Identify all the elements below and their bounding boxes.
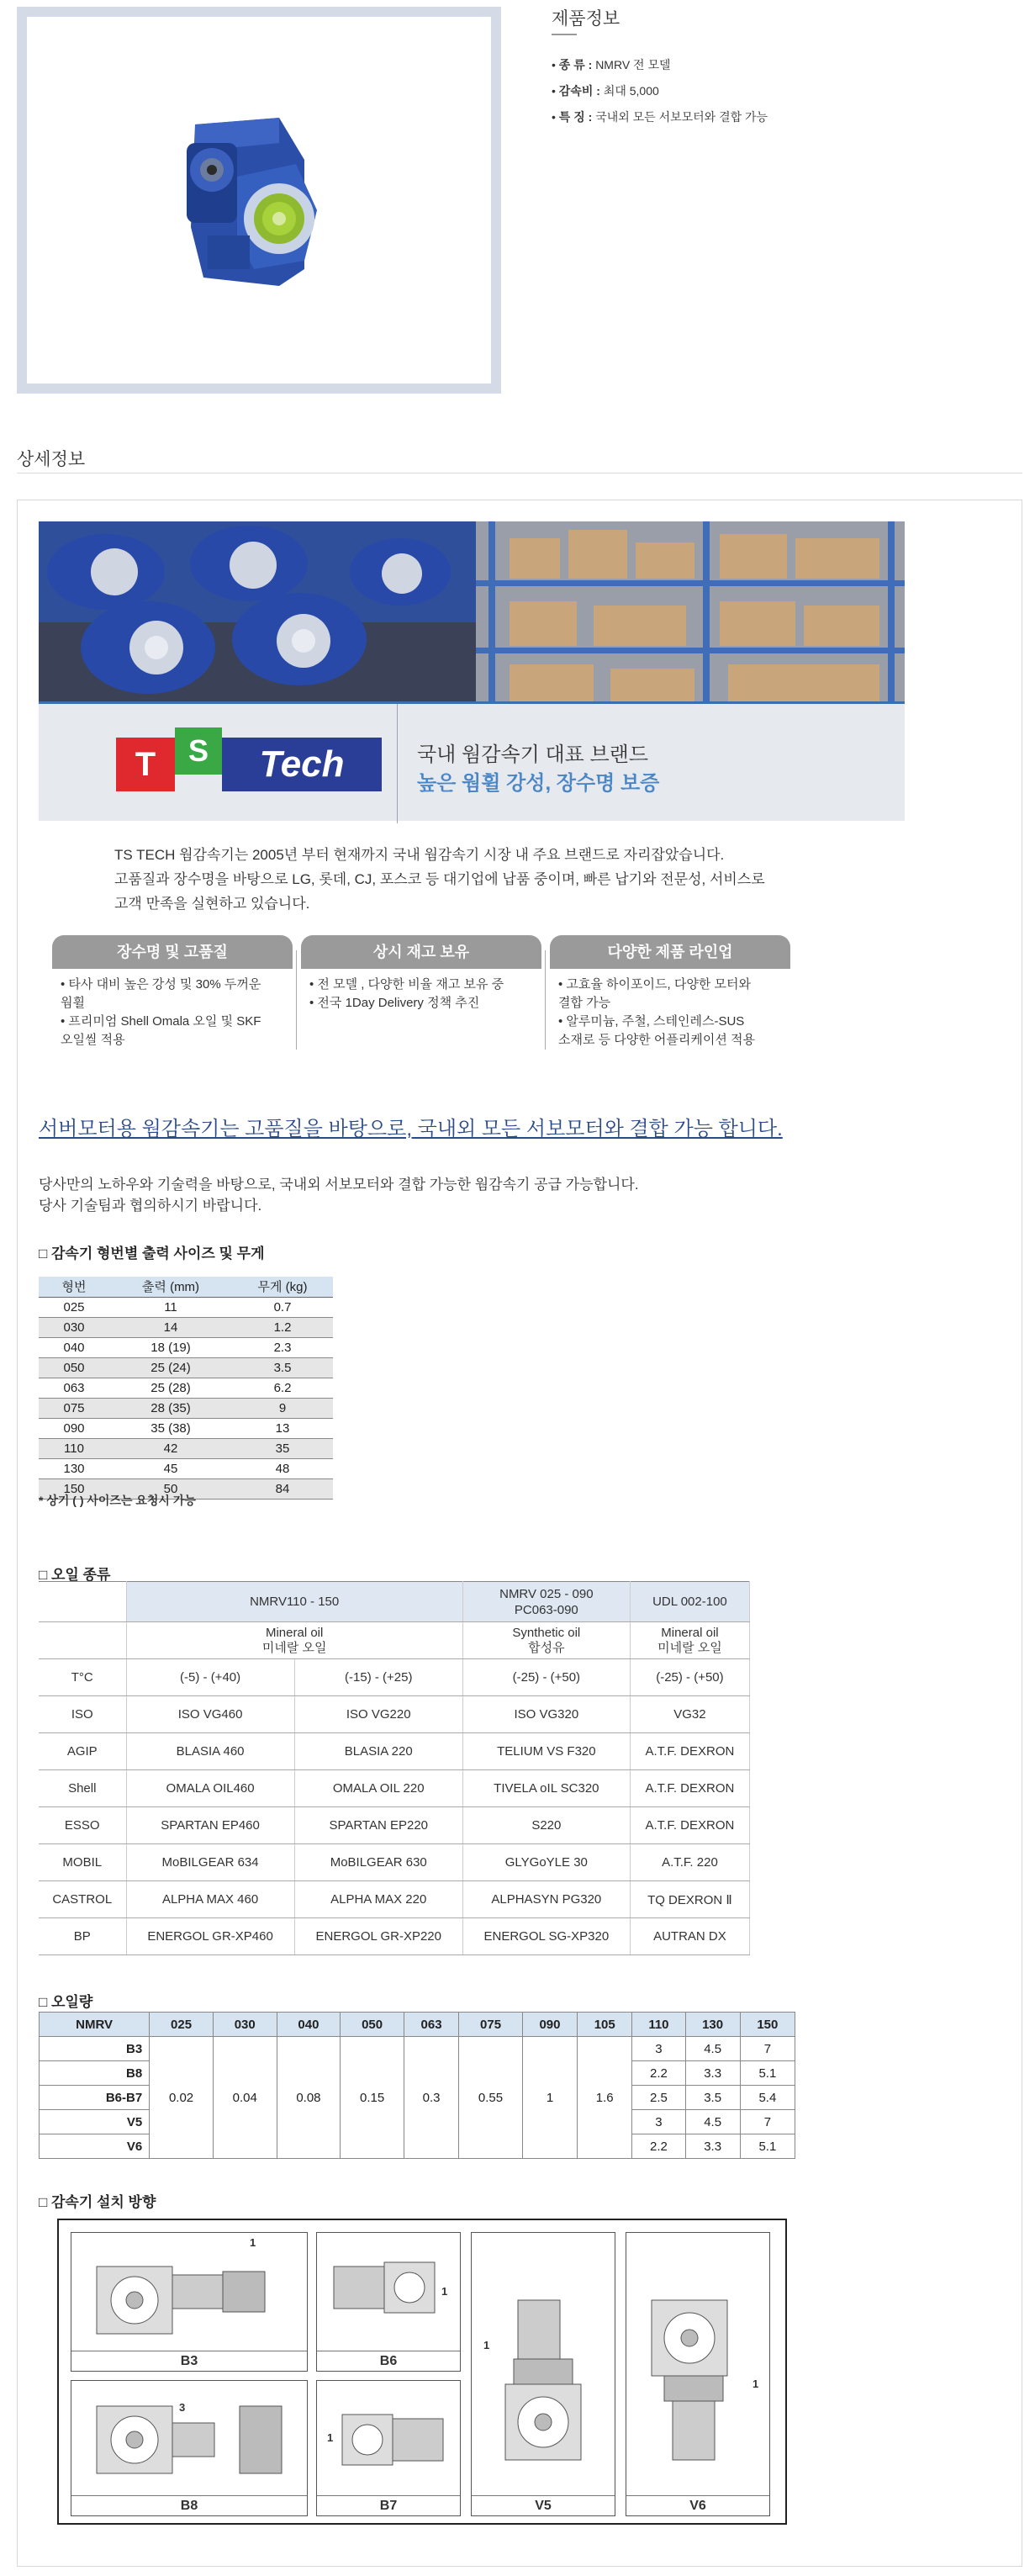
- feature-body: • 타사 대비 높은 강성 및 30% 두꺼운 웜휠 • 프리미엄 Shell Omala 오일 및 SKF 오일씰 적용: [61, 977, 261, 1047]
- table-cell: (-15) - (+25): [294, 1659, 462, 1696]
- table-cell: A.T.F. DEXRON: [630, 1770, 749, 1807]
- product-info-title: 제품정보: [552, 9, 620, 29]
- table-row: [39, 1696, 750, 1733]
- feature-divider: [296, 950, 297, 1050]
- table-cell: 2.5: [632, 2086, 685, 2110]
- table-cell: A.T.F. DEXRON: [630, 1807, 749, 1844]
- col-header: 형번: [39, 1277, 109, 1297]
- table-cell: 1: [522, 2037, 577, 2159]
- marker-label: 1: [327, 2431, 334, 2444]
- oil-type: Mineral oil 미네랄 오일: [630, 1622, 749, 1659]
- table-cell: MoBILGEAR 630: [294, 1844, 462, 1881]
- feature-body: • 고효율 하이포이드, 다양한 모터와 결합 가능 • 알루미늄, 주철, 스테인레스-SUS 소재로 등 다양한 어플리케이션 적용: [558, 977, 756, 1047]
- mount-label: V5: [472, 2495, 615, 2515]
- mount-b6: [316, 2232, 461, 2372]
- table-cell: OMALA OIL 220: [294, 1770, 462, 1807]
- col-header: 110: [632, 2013, 685, 2037]
- product-image: [27, 17, 491, 383]
- table-cell: 110: [39, 1438, 109, 1458]
- title-underline: [552, 34, 577, 35]
- logo-s-block: S: [175, 727, 222, 775]
- row-label: CASTROL: [39, 1881, 126, 1918]
- table-row: [39, 1881, 750, 1918]
- table-cell: 0.7: [232, 1297, 333, 1317]
- col-header: 105: [578, 2013, 632, 2037]
- col-header: 출력 (mm): [109, 1277, 232, 1297]
- mount-label: B3: [71, 2351, 307, 2371]
- table-cell: 6.2: [232, 1378, 333, 1398]
- feature-body: • 전 모델 , 다양한 비율 재고 보유 중 • 전국 1Day Delivery 정책 추진: [309, 977, 504, 1010]
- table-cell: 42: [109, 1438, 232, 1458]
- logo-band: [39, 701, 905, 821]
- mount-b8: [71, 2380, 308, 2516]
- table-row: [39, 1297, 333, 1317]
- info-item-ratio: • 감속비 : 최대 5,000: [552, 84, 659, 98]
- table-row: [39, 1438, 333, 1458]
- intro-text: [114, 843, 854, 916]
- table-row: [40, 2037, 795, 2061]
- col-header: 030: [213, 2013, 277, 2037]
- table-row: [39, 1357, 333, 1378]
- col-header: 무게 (kg): [232, 1277, 333, 1297]
- col-header: 040: [277, 2013, 341, 2037]
- logo-t-block: T: [116, 738, 175, 791]
- table-cell: 11: [109, 1297, 232, 1317]
- col-header: NMRV110 - 150: [126, 1582, 462, 1622]
- info-item-feature: • 특 징 : 국내외 모든 서보모터와 결합 가능: [552, 110, 768, 124]
- table-cell: A.T.F. 220: [630, 1844, 749, 1881]
- table-row: [39, 1659, 750, 1696]
- gearbox-v5-drawing: [472, 2233, 615, 2494]
- intro-line: TS TECH 웜감속기는 2005년 부터 현재까지 국내 웜감속기 시장 내 주요 브랜드로 자리잡았습니다.: [114, 847, 725, 863]
- marker-label: 1: [250, 2236, 256, 2249]
- oil-table: [39, 1581, 750, 1955]
- table-cell: 030: [39, 1317, 109, 1337]
- table-cell: 0.55: [459, 2037, 523, 2159]
- info-item-type: • 종 류 : NMRV 전 모델: [552, 58, 671, 71]
- product-info-list: [552, 52, 768, 130]
- table-cell: 48: [232, 1458, 333, 1478]
- table-cell: TQ DEXRON Ⅱ: [630, 1881, 749, 1918]
- table-cell: 3: [632, 2110, 685, 2134]
- intro-line: 고품질과 장수명을 바탕으로 LG, 롯데, CJ, 포스코 등 대기업에 납품 중이며, 빠른 납기와 전문성, 서비스로: [114, 871, 765, 887]
- table-cell: 1.2: [232, 1317, 333, 1337]
- col-header: NMRV 025 - 090 PC063-090: [462, 1582, 630, 1622]
- marker-label: 1: [441, 2285, 448, 2298]
- brand-banner: [39, 521, 905, 821]
- row-label: ESSO: [39, 1807, 126, 1844]
- row-label: Shell: [39, 1770, 126, 1807]
- warehouse-photo: [39, 521, 905, 701]
- col-header: UDL 002-100: [630, 1582, 749, 1622]
- table-cell: ISO VG220: [294, 1696, 462, 1733]
- table-row: [39, 1398, 333, 1418]
- table-cell: VG32: [630, 1696, 749, 1733]
- table-cell: ISO VG460: [126, 1696, 294, 1733]
- table-row: [39, 1378, 333, 1398]
- table-cell: 50: [109, 1478, 232, 1499]
- table-cell: (-25) - (+50): [630, 1659, 749, 1696]
- feature-card-longevity: [52, 935, 293, 1050]
- table-cell: 040: [39, 1337, 109, 1357]
- table-row: [39, 1733, 750, 1770]
- table-cell: (-5) - (+40): [126, 1659, 294, 1696]
- table-cell: 0.08: [277, 2037, 341, 2159]
- oil-qty-table: [39, 2012, 795, 2159]
- tagline-primary: 국내 웜감속기 대표 브랜드: [417, 743, 649, 766]
- table-row: [39, 1807, 750, 1844]
- row-label: AGIP: [39, 1733, 126, 1770]
- oil-type: Synthetic oil 합성유: [462, 1622, 630, 1659]
- table-cell: S220: [462, 1807, 630, 1844]
- table-cell: 18 (19): [109, 1337, 232, 1357]
- row-label: MOBIL: [39, 1844, 126, 1881]
- feature-card-stock: [301, 935, 541, 1013]
- size-table-heading: □ 감속기 형번별 출력 사이즈 및 무게: [39, 1246, 265, 1262]
- row-label: B3: [40, 2037, 150, 2061]
- table-cell: 050: [39, 1357, 109, 1378]
- table-cell: 35: [232, 1438, 333, 1458]
- table-cell: ENERGOL GR-XP460: [126, 1918, 294, 1955]
- mount-label: B6: [317, 2351, 460, 2371]
- table-cell: ISO VG320: [462, 1696, 630, 1733]
- table-cell: 5.1: [740, 2061, 795, 2086]
- table-cell: ENERGOL SG-XP320: [462, 1918, 630, 1955]
- table-cell: (-25) - (+50): [462, 1659, 630, 1696]
- table-cell: ALPHA MAX 460: [126, 1881, 294, 1918]
- table-cell: 130: [39, 1458, 109, 1478]
- table-cell: 7: [740, 2037, 795, 2061]
- table-cell: 090: [39, 1418, 109, 1438]
- table-cell: 84: [232, 1478, 333, 1499]
- marker-label: 1: [752, 2378, 759, 2390]
- marker-label: 1: [483, 2339, 490, 2351]
- col-header: 025: [150, 2013, 214, 2037]
- table-row: [39, 1418, 333, 1438]
- gearbox-v6-drawing: [626, 2233, 769, 2494]
- col-header: 075: [459, 2013, 523, 2037]
- table-cell: AUTRAN DX: [630, 1918, 749, 1955]
- table-cell: 3.5: [685, 2086, 740, 2110]
- gearbox-b8-drawing: [71, 2381, 307, 2495]
- gearbox-b7-drawing: [317, 2381, 460, 2495]
- table-cell: 14: [109, 1317, 232, 1337]
- table-cell: 9: [232, 1398, 333, 1418]
- col-header: 150: [740, 2013, 795, 2037]
- table-cell: BLASIA 220: [294, 1733, 462, 1770]
- mount-b3: [71, 2232, 308, 2372]
- col-header: 050: [341, 2013, 404, 2037]
- feature-title: 장수명 및 고품질: [52, 935, 293, 969]
- table-cell: 4.5: [685, 2110, 740, 2134]
- table-cell: 2.2: [632, 2134, 685, 2159]
- col-header: NMRV: [40, 2013, 150, 2037]
- worm-gearbox-image: [27, 17, 491, 383]
- table-cell: 5.1: [740, 2134, 795, 2159]
- table-cell: 2.3: [232, 1337, 333, 1357]
- servo-headline: 서버모터용 웜감속기는 고품질을 바탕으로, 국내외 모든 서보모터와 결합 가능 합니다.: [39, 1118, 783, 1140]
- table-cell: 45: [109, 1458, 232, 1478]
- table-cell: 35 (38): [109, 1418, 232, 1438]
- col-header: 063: [404, 2013, 458, 2037]
- table-cell: GLYGoYLE 30: [462, 1844, 630, 1881]
- table-cell: TIVELA oIL SC320: [462, 1770, 630, 1807]
- table-cell: ALPHA MAX 220: [294, 1881, 462, 1918]
- table-row: [39, 1458, 333, 1478]
- table-cell: 0.15: [341, 2037, 404, 2159]
- table-row: [39, 1918, 750, 1955]
- table-cell: 2.2: [632, 2061, 685, 2086]
- row-label: V6: [40, 2134, 150, 2159]
- feature-title: 다양한 제품 라인업: [550, 935, 790, 969]
- intro-line: 고객 만족을 실현하고 있습니다.: [114, 896, 310, 912]
- table-cell: 13: [232, 1418, 333, 1438]
- table-row: [39, 1337, 333, 1357]
- mount-label: V6: [626, 2495, 769, 2515]
- table-cell: OMALA OIL460: [126, 1770, 294, 1807]
- oil-table-heading: □ 오일 종류: [39, 1567, 111, 1583]
- mount-v5: [471, 2232, 615, 2516]
- install-heading: □ 감속기 설치 방향: [39, 2194, 156, 2210]
- size-note: * 상기 ( ) 사이즈는 요청시 가능: [39, 1494, 196, 1507]
- table-cell: 25 (24): [109, 1357, 232, 1378]
- table-cell: ENERGOL GR-XP220: [294, 1918, 462, 1955]
- product-image-frame: [17, 7, 501, 394]
- logo-divider: [397, 704, 398, 823]
- table-cell: A.T.F. DEXRON: [630, 1733, 749, 1770]
- mount-b7: [316, 2380, 461, 2516]
- table-cell: 3.3: [685, 2061, 740, 2086]
- gearbox-b3-drawing: [71, 2233, 307, 2351]
- gearbox-b6-drawing: [317, 2233, 460, 2351]
- table-row: [39, 1317, 333, 1337]
- logo-tech-block: Tech: [222, 738, 382, 791]
- row-label: BP: [39, 1918, 126, 1955]
- feature-card-lineup: [550, 935, 790, 1050]
- table-cell: 150: [39, 1478, 109, 1499]
- table-cell: 0.02: [150, 2037, 214, 2159]
- detail-section-title: 상세정보: [17, 450, 86, 469]
- table-row: [39, 1844, 750, 1881]
- table-cell: 063: [39, 1378, 109, 1398]
- table-cell: BLASIA 460: [126, 1733, 294, 1770]
- table-cell: MoBILGEAR 634: [126, 1844, 294, 1881]
- tagline-secondary: 높은 웜휠 강성, 장수명 보증: [417, 772, 660, 795]
- table-cell: 4.5: [685, 2037, 740, 2061]
- row-label: T°C: [39, 1659, 126, 1696]
- table-cell: 3.5: [232, 1357, 333, 1378]
- oil-qty-heading: □ 오일량: [39, 1994, 93, 2010]
- feature-divider: [545, 950, 546, 1050]
- servo-paragraph: 당사만의 노하우와 기술력을 바탕으로, 국내외 서보모터와 결합 가능한 웜감속기 공급 가능합니다. 당사 기술팀과 협의하시기 바랍니다.: [39, 1177, 639, 1214]
- table-cell: 025: [39, 1297, 109, 1317]
- table-row: [39, 1770, 750, 1807]
- mount-label: B8: [71, 2495, 307, 2515]
- size-table: [39, 1277, 333, 1500]
- row-label: B6-B7: [40, 2086, 150, 2110]
- table-cell: 7: [740, 2110, 795, 2134]
- table-cell: 3: [632, 2037, 685, 2061]
- table-cell: 0.3: [404, 2037, 458, 2159]
- table-cell: SPARTAN EP220: [294, 1807, 462, 1844]
- mount-label: B7: [317, 2495, 460, 2515]
- marker-label: 3: [179, 2401, 186, 2414]
- table-cell: 1.6: [578, 2037, 632, 2159]
- table-cell: 075: [39, 1398, 109, 1418]
- table-cell: TELIUM VS F320: [462, 1733, 630, 1770]
- table-cell: 28 (35): [109, 1398, 232, 1418]
- table-cell: ALPHASYN PG320: [462, 1881, 630, 1918]
- feature-title: 상시 재고 보유: [301, 935, 541, 969]
- table-cell: 5.4: [740, 2086, 795, 2110]
- row-label: ISO: [39, 1696, 126, 1733]
- table-cell: 0.04: [213, 2037, 277, 2159]
- table-cell: SPARTAN EP460: [126, 1807, 294, 1844]
- col-header: 130: [685, 2013, 740, 2037]
- row-label: B8: [40, 2061, 150, 2086]
- install-diagram-frame: [57, 2219, 787, 2525]
- table-cell: 3.3: [685, 2134, 740, 2159]
- mount-v6: [626, 2232, 770, 2516]
- col-header: 090: [522, 2013, 577, 2037]
- row-label: V5: [40, 2110, 150, 2134]
- oil-type: Mineral oil 미네랄 오일: [126, 1622, 462, 1659]
- table-cell: 25 (28): [109, 1378, 232, 1398]
